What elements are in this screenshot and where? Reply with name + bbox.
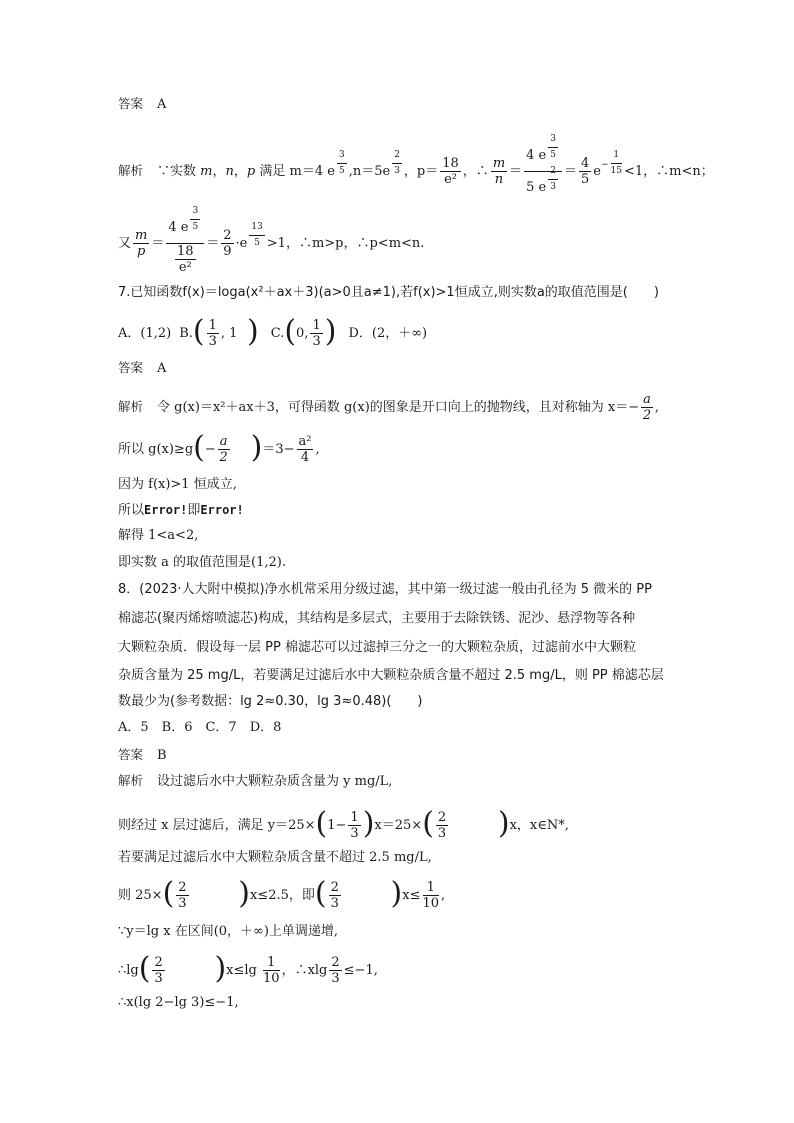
fraction (423, 880, 440, 911)
fraction (133, 228, 149, 259)
formula-m: m＝4 e (289, 164, 335, 179)
den: 3 (178, 896, 187, 911)
den (166, 244, 204, 275)
den: 5 (192, 222, 199, 232)
text: x≤2.5，即 (249, 888, 315, 903)
text: ， (212, 164, 226, 179)
text: 0, (296, 326, 309, 341)
num: 13 (249, 220, 264, 236)
q7-solution-line-2 (118, 429, 320, 465)
q7-solution-line-6: 即实数 a 的取值范围是(1,2). (118, 555, 286, 570)
exponent (392, 148, 402, 179)
var-p: p (246, 164, 256, 179)
paren: ) (324, 313, 337, 349)
text: ，∴ (462, 164, 489, 179)
error-text: Error! (144, 503, 188, 517)
fraction (152, 955, 164, 986)
den: 3 (330, 896, 339, 911)
big-fraction (524, 134, 562, 203)
den: 5 (254, 238, 260, 248)
den: 3 (154, 971, 163, 986)
den: 3 (550, 182, 556, 192)
q8-stem-line-2: 棉滤芯(聚丙烯熔喷滤芯)构成，其结构是多层式，主要用于去除铁锈、泥沙、悬浮物等各种 (118, 611, 636, 626)
answer-value: B (157, 748, 167, 763)
option-d: D．(2，＋∞) (348, 326, 428, 341)
num: 2 (392, 148, 402, 164)
num: 2 (437, 810, 447, 825)
fraction (263, 955, 280, 986)
exponent-sign: − (601, 160, 609, 170)
text: , (654, 400, 660, 415)
q8-solution-line-7: ∴x(lg 2−lg 3)≤−1, (118, 995, 239, 1010)
text: ＝3− (262, 442, 295, 457)
answer-label: 答案 (118, 360, 144, 375)
num: 1 (350, 810, 359, 825)
paren: ( (193, 429, 205, 465)
text: x≤lg (226, 963, 257, 978)
paren: ) (190, 875, 250, 911)
text: 4 e (168, 220, 189, 235)
den: 3 (350, 826, 359, 841)
q7-options (118, 313, 428, 349)
text: , 1 (220, 326, 238, 341)
num: a (643, 392, 651, 407)
q8-solution-line-3: 若要满足过滤后水中大颗粒杂质含量不超过 2.5 mg/L, (118, 850, 432, 865)
q7-solution-line-3: 因为 f(x)>1 恒成立, (118, 477, 237, 492)
text: 又 (118, 236, 132, 251)
den: 5 (581, 172, 590, 187)
q8-solution-line-4 (118, 875, 446, 911)
num: a² (298, 434, 312, 449)
text: 所以 (118, 503, 145, 518)
num: 3 (337, 148, 347, 164)
text: e (593, 164, 601, 179)
q6-solution-line-2 (118, 206, 425, 275)
fraction (436, 810, 448, 841)
text: ∴lg (118, 963, 139, 978)
den: 5 (338, 166, 345, 176)
exponent (190, 204, 200, 235)
error-text: Error! (200, 503, 244, 517)
fraction (348, 810, 360, 841)
paren: ) (342, 875, 403, 911)
den: 3 (331, 971, 340, 986)
paren: ( (314, 875, 327, 911)
q8-solution-line-2 (118, 805, 569, 841)
den: 10 (422, 896, 440, 911)
q8-stem-line-1: 8．(2023·人大附中模拟)净水机常采用分级过滤，其中第一级过滤一般由孔径为 5 微米的 PP (118, 582, 652, 597)
q8-solution-line-1 (118, 773, 392, 790)
fraction (491, 156, 507, 187)
fraction (176, 880, 188, 911)
den: 4 (300, 450, 310, 465)
paren: ) (231, 429, 263, 465)
text: 4 e (526, 148, 547, 163)
text: C. (270, 326, 285, 341)
fraction (297, 434, 314, 465)
num: 3 (190, 204, 200, 220)
den: 3 (312, 334, 321, 349)
den: 3 (208, 334, 217, 349)
num: 1 (611, 148, 622, 164)
text: B. (179, 326, 193, 341)
fraction (579, 156, 591, 187)
option-c (270, 313, 337, 349)
exponent (548, 132, 558, 163)
formula-p: ，p＝ (403, 164, 439, 179)
num: m (492, 156, 506, 171)
text: 5 e (526, 180, 547, 195)
fraction (221, 228, 233, 259)
num: a (219, 434, 228, 449)
q7-stem: 7.已知函数f(x)＝loga(x²＋ax＋3)(a>0且a≠1),若f(x)>1恒成立,则实数a的取值范围是( ) (118, 285, 659, 300)
text: ≤−1, (343, 963, 378, 978)
q6-solution-line-1 (118, 134, 714, 203)
num: 2 (330, 880, 339, 895)
solution-label: 解析 (118, 399, 144, 414)
den: e² (178, 260, 192, 275)
num: 2 (223, 228, 232, 243)
text: >1，∴m>p，∴p<m<n. (266, 236, 425, 251)
text: ， (233, 164, 247, 179)
den: 5 (550, 150, 556, 160)
paren: ( (422, 805, 434, 841)
num: 2 (548, 164, 558, 180)
formula-n: ,n＝5e (348, 164, 391, 179)
fraction (440, 156, 461, 187)
text: 令 g(x)＝x²＋ax＋3，可得函数 g(x)的图象是开口向上的抛物线，且对称轴为 x＝− (157, 400, 640, 415)
text: 则 25× (118, 888, 163, 903)
q7-solution-line-1 (118, 392, 659, 423)
fraction (641, 392, 653, 423)
q7-solution-line-5: 解得 1<a<2, (118, 528, 199, 543)
solution-label: 解析 (118, 163, 144, 178)
fraction (218, 434, 230, 465)
text: 设过滤后水中大颗粒杂质含量为 y mg/L, (157, 774, 393, 789)
num: 3 (548, 132, 558, 148)
den: 3 (437, 826, 447, 841)
answer-value: A (157, 97, 167, 112)
q8-options: A．5 B．6 C．7 D．8 (118, 720, 282, 735)
solution-label: 解析 (118, 773, 144, 788)
fraction (207, 318, 219, 349)
text: ＝ (564, 164, 578, 179)
fraction (329, 955, 341, 986)
paren: ( (192, 313, 205, 349)
den: n (494, 172, 504, 187)
num: 1 (423, 880, 440, 896)
var-m: m (200, 164, 213, 179)
q8-solution-line-6 (118, 950, 378, 986)
q8-stem-line-4: 杂质含量为 25 mg/L，若要满足过滤后水中大颗粒杂质含量不超过 2.5 mg/L，则 PP 棉滤芯层 (118, 668, 664, 683)
fraction (175, 244, 196, 275)
num: 18 (177, 244, 194, 259)
text: 即 (187, 503, 201, 518)
exponent (337, 148, 347, 179)
text: <1，∴m<n； (624, 164, 714, 179)
q6-answer-line (118, 96, 166, 113)
den: e² (444, 172, 457, 187)
text: x≤ (402, 888, 421, 903)
exponent (611, 148, 622, 179)
den: 2 (219, 450, 228, 465)
num: 1 (312, 318, 321, 333)
q7-solution-line-4 (118, 502, 244, 519)
text: 所以 g(x)≥g (118, 442, 194, 457)
text: , (315, 442, 320, 457)
paren: ) (166, 950, 227, 986)
den: 3 (394, 166, 400, 176)
answer-value: A (157, 361, 167, 376)
num: 2 (154, 955, 163, 970)
exponent (548, 164, 558, 195)
q8-solution-line-5: ∵y＝lg x 在区间(0，＋∞)上单调递增, (118, 924, 339, 939)
q8-answer-line (118, 747, 167, 764)
num: 1 (208, 318, 217, 333)
num: m (135, 228, 148, 243)
text: 则经过 x 层过滤后，满足 y＝25× (118, 818, 316, 833)
num (166, 206, 204, 244)
text: 1− (327, 818, 347, 833)
den (524, 166, 562, 203)
answer-label: 答案 (118, 96, 144, 111)
q8-stem-line-5: 数最少为(参考数据：lg 2≈0.30，lg 3≈0.48)( ) (118, 694, 423, 709)
text: , (441, 888, 446, 903)
den: 9 (223, 244, 232, 259)
exponent (249, 220, 264, 251)
fraction (310, 318, 322, 349)
text: ＝ (151, 236, 165, 251)
text: ＝ (509, 164, 523, 179)
num: 2 (331, 955, 340, 970)
option-a: A．(1,2) (118, 326, 172, 341)
text: − (204, 442, 216, 457)
paren: ( (284, 313, 297, 349)
den: p (137, 244, 146, 259)
text: ∵实数 (157, 164, 197, 179)
text: x，x∈N*, (509, 818, 569, 833)
den: 15 (610, 166, 622, 176)
num: 4 (581, 156, 590, 171)
paren: ( (138, 950, 151, 986)
paren: ( (315, 805, 328, 841)
answer-label: 答案 (118, 747, 144, 762)
paren: ) (362, 805, 375, 841)
text: ＝ (206, 236, 220, 251)
text: ·e (235, 236, 248, 251)
den: 10 (263, 971, 280, 986)
fraction (329, 880, 341, 911)
paren: ( (162, 875, 175, 911)
text: ，∴xlg (281, 963, 328, 978)
var-n: n (225, 164, 234, 179)
text: x＝25× (374, 818, 423, 833)
text: 满足 (259, 164, 286, 179)
den: 2 (642, 408, 652, 423)
q8-stem-line-3: 大颗粒杂质．假设每一层 PP 棉滤芯可以过滤掉三分之一的大颗粒杂质，过滤前水中大颗粒 (118, 640, 636, 655)
paren: ) (237, 313, 259, 349)
num: 1 (263, 955, 280, 971)
big-fraction (166, 206, 204, 275)
q7-answer-line (118, 360, 166, 377)
option-b (179, 313, 259, 349)
num: 2 (178, 880, 187, 895)
num: 18 (442, 156, 459, 171)
paren: ) (450, 805, 510, 841)
